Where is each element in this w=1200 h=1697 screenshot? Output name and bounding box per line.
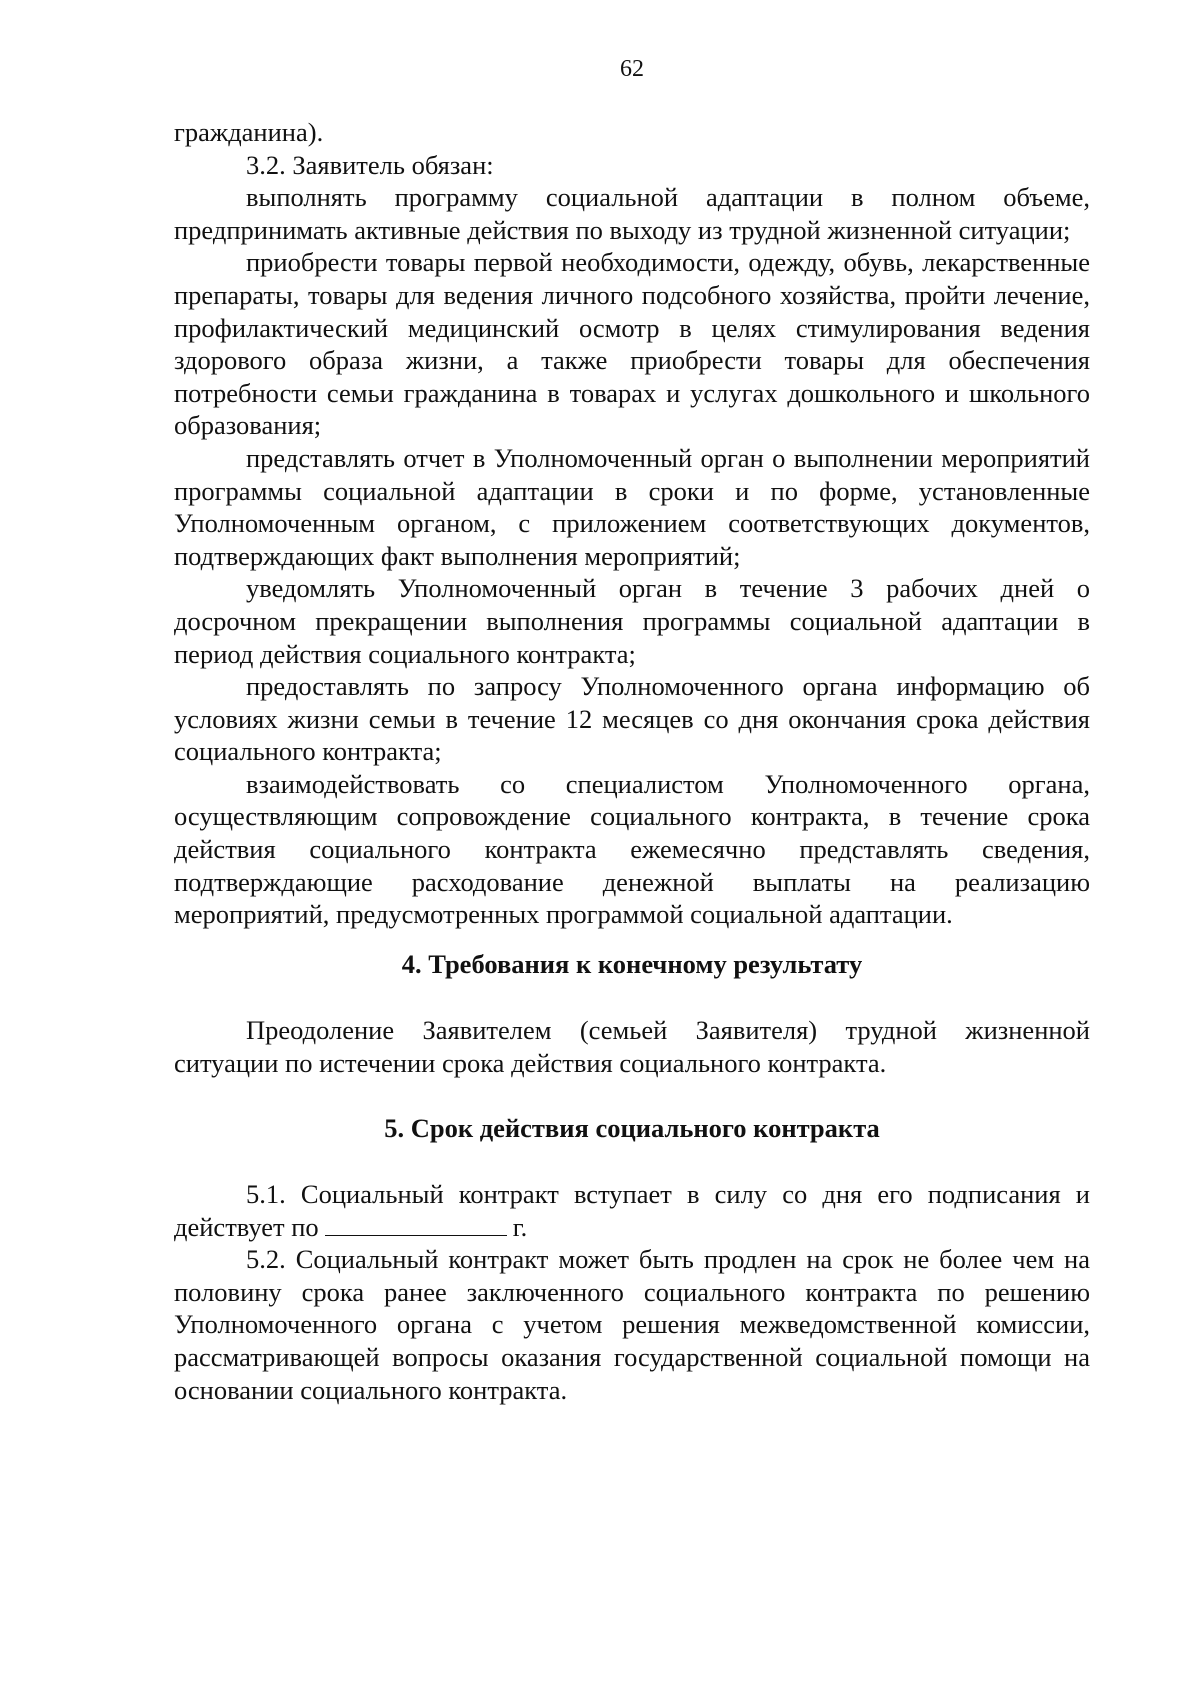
obligation-item: приобрести товары первой необходимости, одежду, обувь, лекарственные препараты, товары для ведения личного подсобного хозяйства, пройти лечение, профилактический медицинский осмотр в целях стимулирования ведения здорового образа жизни, а также приобрести товары для обеспечения потребности семьи гражданина в товарах и услугах дошкольного и школьного образования; <box>174 247 1090 441</box>
continuation-line: гражданина). <box>174 117 324 147</box>
page-number: 62 <box>620 56 644 82</box>
section-4-text: Преодоление Заявителем (семьей Заявителя) трудной жизненной ситуации по истечении срока действия социального контракта. <box>174 1015 1090 1078</box>
clause-5-1-suffix: г. <box>512 1211 528 1242</box>
section-5-heading: 5. Срок действия социального контракта <box>384 1113 880 1143</box>
date-blank-field <box>325 1211 507 1236</box>
section-4-text-block <box>174 1014 1090 1079</box>
clause-3-2-title: 3.2. Заявитель обязан: <box>246 149 494 180</box>
obligation-item: взаимодействовать со специалистом Уполномоченного органа, осуществляющим сопровождение социального контракта, в течение срока действия социального контракта ежемесячно представлять сведения, подтверждающие расходование денежной выплаты на реализацию мероприятий, предусмотренных программой социальной адаптации. <box>174 768 1090 930</box>
obligation-item: уведомлять Уполномоченный орган в течение 3 рабочих дней о досрочном прекращении выполнения программы социальной адаптации в период действия социального контракта; <box>174 573 1090 669</box>
section-4-heading: 4. Требования к конечному результату <box>401 949 863 979</box>
obligation-item: представлять отчет в Уполномоченный орган о выполнении мероприятий программы социальной адаптации в сроки и по форме, установленные Уполномоченным органом, с приложением соответствующих документов, подтверждающих факт выполнения мероприятий; <box>174 442 1090 571</box>
obligation-item: предоставлять по запросу Уполномоченного органа информацию об условиях жизни семьи в течение 12 месяцев со дня окончания срока действия социального контракта; <box>174 671 1090 767</box>
clause-5-1 <box>174 1178 1090 1243</box>
clause-5-1-text: 5.1. Социальный контракт вступает в силу со дня его подписания и действует по <box>174 1179 1090 1242</box>
obligation-item: выполнять программу социальной адаптации в полном объеме, предпринимать активные действия по выходу из трудной жизненной ситуации; <box>174 182 1090 245</box>
section-5-text-block <box>174 1178 1090 1406</box>
section-3-text <box>174 116 1090 931</box>
clause-5-2: 5.2. Социальный контракт может быть продлен на срок не более чем на половину срока ранее заключенного социального контракта по решению Уполномоченного органа с учетом решения межведомственной комиссии, рассматривающей вопросы оказания государственной социальной помощи на основании социального контракта. <box>174 1244 1090 1405</box>
